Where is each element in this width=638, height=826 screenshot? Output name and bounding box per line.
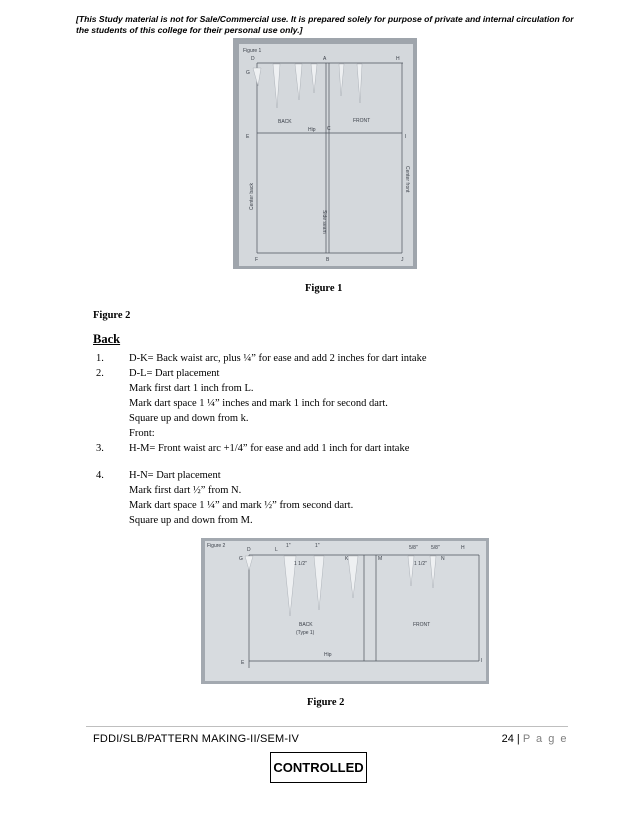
step-text: Front: (129, 428, 155, 439)
fig1-label-side-seam: Side seam (321, 210, 327, 234)
disclaimer: [This Study material is not for Sale/Commercial use. It is prepared solely for purpose of private and internal circulation for the students of this college for their personal use only.] (76, 14, 574, 35)
step-text: Mark dart space 1 ¼” and mark ½” from second dart. (129, 500, 354, 511)
fig2-label-1in-a: 1" (286, 543, 291, 549)
fig1-label-e: E (246, 134, 250, 140)
fig2-label-5-8-a: 5/8" (409, 545, 418, 551)
fig1-label-d: D (251, 56, 255, 62)
step-number: 4. (96, 470, 104, 481)
fig1-label-center-back: Center back (249, 183, 255, 210)
page-word: P a g e (522, 733, 568, 745)
page-number: 24 (501, 733, 514, 745)
fig1-label-f: F (255, 257, 259, 263)
fig2-label-k: K (345, 556, 349, 562)
fig2-label-h: H (461, 545, 465, 551)
fig2-label-back: BACK (299, 622, 313, 628)
page-separator: | (516, 733, 520, 745)
fig2-label-5-8-b: 5/8" (431, 545, 440, 551)
controlled-stamp: CONTROLLED (270, 752, 367, 783)
footer-course-code: FDDI/SLB/PATTERN MAKING-II/SEM-IV (93, 733, 300, 745)
fig2-label-l: L (275, 547, 278, 553)
fig1-label-center-front: Center front (404, 166, 410, 193)
fig1-title-label: Figure 1 (243, 48, 262, 54)
step-number: 3. (96, 443, 104, 454)
fig1-label-h: H (396, 56, 400, 62)
step-text: H-N= Dart placement (129, 470, 221, 481)
fig1-label-a: A (323, 56, 327, 62)
step-text: Square up and down from M. (129, 515, 253, 526)
fig2-label-1half-b: 1 1/2" (414, 561, 427, 567)
fig2-label-hip: Hip (324, 652, 332, 658)
fig2-label-e: E (241, 660, 245, 666)
step-number: 2. (96, 368, 104, 379)
step-text: Mark first dart 1 inch from L. (129, 383, 254, 394)
step-text: Mark first dart ½” from N. (129, 485, 242, 496)
footer-divider (86, 726, 568, 727)
fig1-label-hip: Hip (308, 127, 316, 133)
footer-page-number (502, 733, 568, 745)
step-text: D-K= Back waist arc, plus ¼” for ease and add 2 inches for dart intake (129, 353, 427, 364)
fig2-title-label: Figure 2 (207, 543, 226, 549)
fig2-label-i: I (481, 658, 483, 664)
step-text: D-L= Dart placement (129, 368, 220, 379)
fig2-label-1half-a: 1 1/2" (294, 561, 307, 567)
step-text: Square up and down from k. (129, 413, 249, 424)
fig2-label-m: M (378, 556, 383, 562)
fig1-label-i: I (405, 134, 407, 140)
figure-1-image (233, 38, 417, 269)
back-heading: Back (93, 332, 121, 346)
fig1-label-back: BACK (278, 119, 292, 125)
fig1-label-c: C (327, 126, 331, 132)
fig1-label-j: J (401, 257, 404, 263)
fig1-label-b: B (326, 257, 330, 263)
figure-1-caption: Figure 1 (305, 283, 343, 294)
fig2-label-1in-b: 1" (315, 543, 320, 549)
fig2-label-g: G (239, 556, 243, 562)
figure-2-image (201, 538, 489, 684)
fig2-label-d: D (247, 547, 251, 553)
fig2-label-n: N (441, 556, 445, 562)
fig2-label-type: (Type 1) (296, 630, 315, 636)
figure-2-heading: Figure 2 (93, 310, 131, 321)
step-number: 1. (96, 353, 104, 364)
figure-2-caption: Figure 2 (307, 697, 345, 708)
fig1-label-front: FRONT (353, 118, 371, 124)
step-text: Mark dart space 1 ¼” inches and mark 1 inch for second dart. (129, 398, 388, 409)
fig1-label-g: G (246, 70, 250, 76)
step-text: H-M= Front waist arc +1/4” for ease and add 1 inch for dart intake (129, 443, 410, 454)
fig2-label-front: FRONT (413, 622, 431, 628)
